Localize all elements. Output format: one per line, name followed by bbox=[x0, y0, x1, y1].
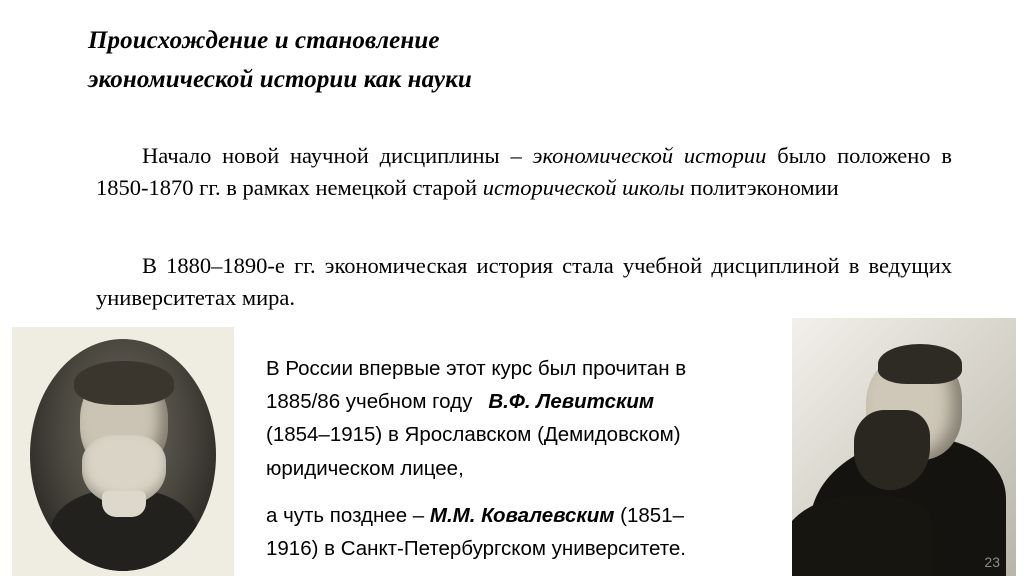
portrait-left-collar bbox=[102, 491, 146, 517]
page-title bbox=[88, 22, 968, 100]
para1-run-4: политэкономии bbox=[684, 174, 839, 200]
bottom-line-5 bbox=[266, 499, 766, 532]
para1-run-2: было положено в 1850-1870 гг. в рамках немецкой старой bbox=[96, 143, 952, 200]
bottom-text-block bbox=[266, 352, 766, 565]
para1-run-1: экономической истории bbox=[532, 143, 767, 168]
name-kovalevsky: М.М. Ковалевским bbox=[429, 503, 615, 527]
bottom-line-5a: а чуть позднее – bbox=[266, 503, 430, 527]
bottom-line-2 bbox=[266, 385, 766, 418]
bottom-line-5c: (1851– bbox=[614, 503, 685, 527]
bottom-line-3: (1854–1915) в Ярославском (Демидовском) bbox=[266, 423, 681, 447]
portrait-kovalevsky-image bbox=[792, 318, 1016, 576]
portrait-right-shoulder bbox=[792, 496, 932, 576]
bottom-line-1: В России впервые этот курс был прочитан в bbox=[266, 357, 687, 380]
name-levitsky: В.Ф. Левитским bbox=[488, 390, 655, 414]
bottom-text-gap bbox=[266, 485, 766, 499]
body-paragraph-1 bbox=[96, 140, 952, 204]
title-line-2: экономической истории как науки bbox=[88, 65, 472, 93]
portrait-levitsky-image bbox=[12, 327, 234, 576]
para1-run-0: Начало новой научной дисциплины – bbox=[142, 143, 533, 168]
title-line-1: Происхождение и становление bbox=[88, 27, 440, 54]
bottom-line-2a: 1885/86 учебном году bbox=[266, 390, 473, 414]
portrait-right-hair bbox=[878, 344, 962, 384]
portrait-oval-frame bbox=[30, 339, 216, 571]
portrait-left-hair bbox=[74, 361, 174, 405]
bottom-line-6: 1916) в Санкт-Петербургском университете. bbox=[266, 537, 686, 561]
bottom-line-4: юридическом лицее, bbox=[266, 456, 464, 480]
para1-run-3: исторической школы bbox=[482, 174, 685, 200]
para2-run-0: В 1880–1890-е гг. экономическая история стала учебной дисциплиной в ведущих университетах мира. bbox=[96, 253, 952, 310]
page-number: 23 bbox=[984, 554, 1000, 570]
body-paragraph-2 bbox=[96, 250, 952, 314]
